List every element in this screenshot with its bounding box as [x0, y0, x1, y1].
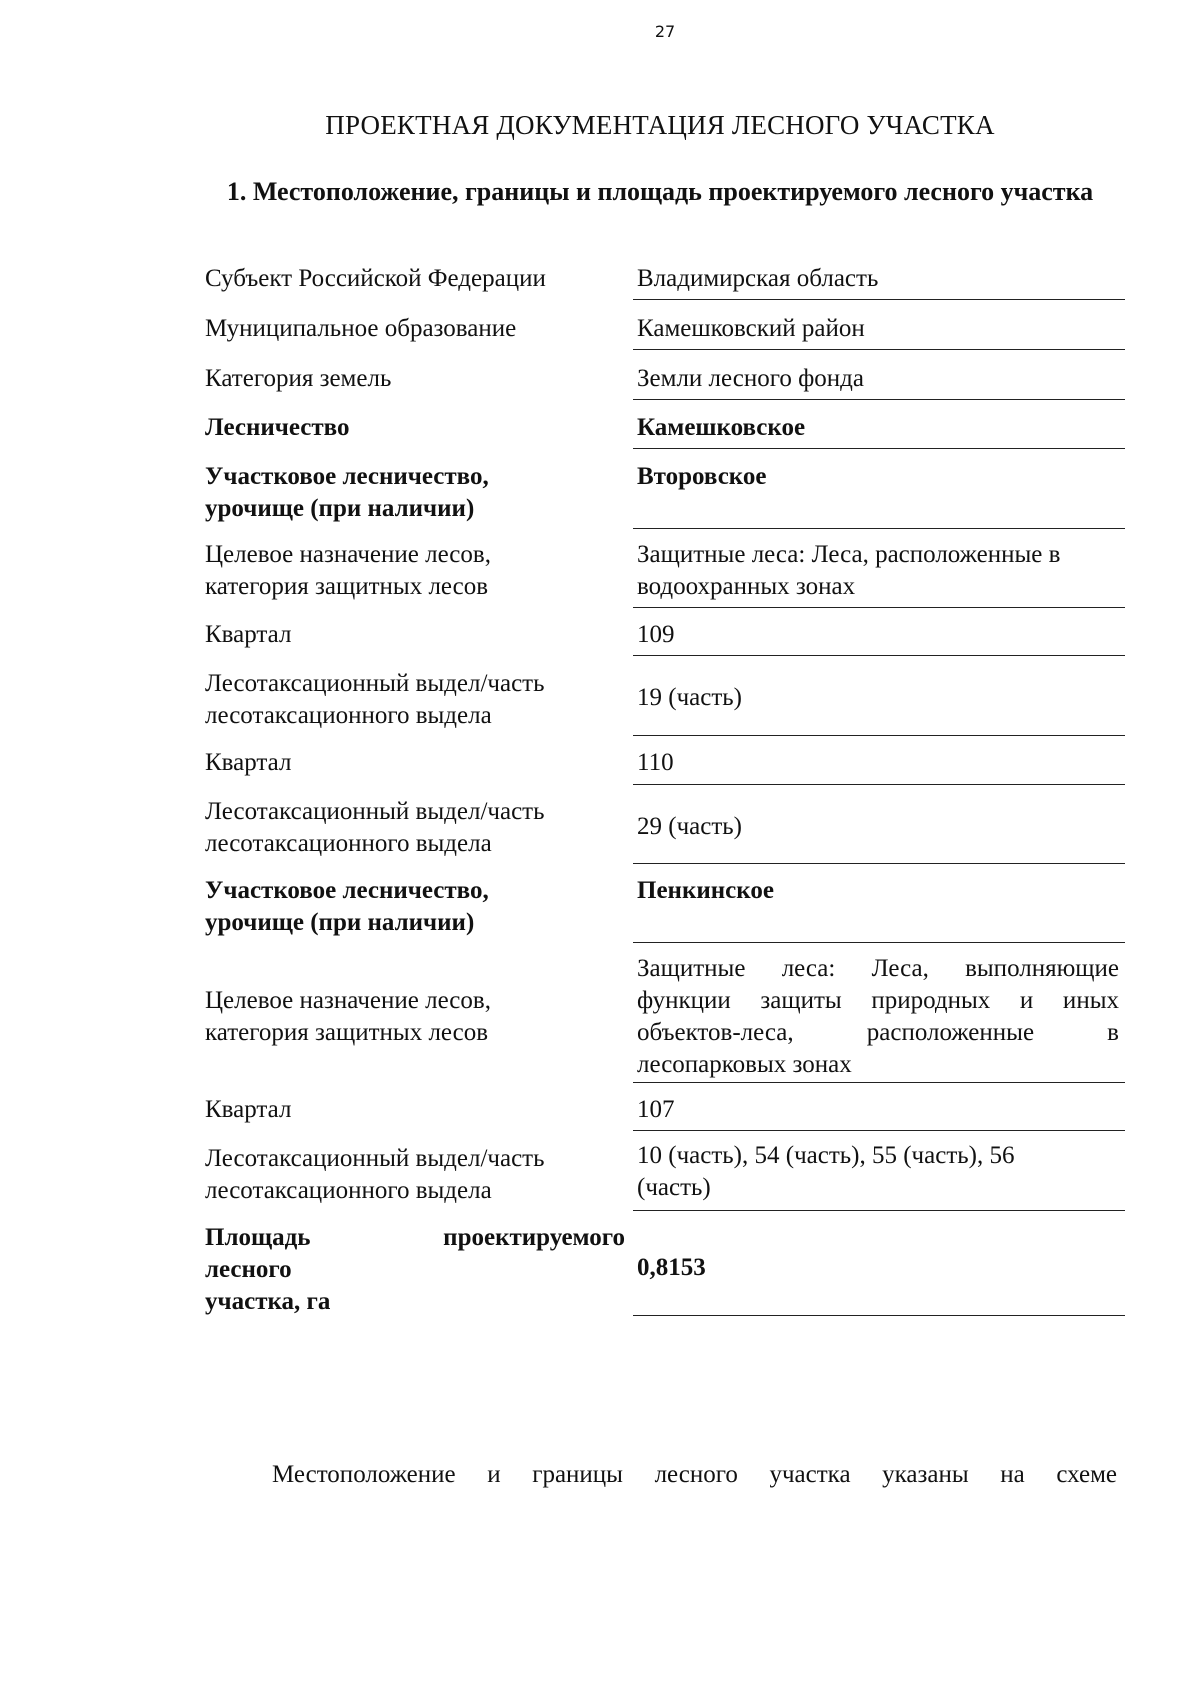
row-value-line: водоохранных зонах — [637, 573, 856, 600]
row-label — [205, 1143, 625, 1207]
row-value: Камешковский район — [637, 315, 865, 342]
row-label: Категория земель — [205, 365, 392, 392]
row-value — [637, 1140, 1119, 1204]
row-label: Квартал — [205, 749, 292, 776]
row-value — [637, 539, 1119, 603]
row-label-line: Площадь проектируемого — [205, 1224, 625, 1251]
row-value: 29 (часть) — [637, 813, 742, 840]
value-underline — [633, 784, 1125, 785]
row-label: Квартал — [205, 621, 292, 648]
value-underline — [633, 1210, 1125, 1211]
row-label: Квартал — [205, 1096, 292, 1123]
row-value: Владимирская область — [637, 265, 879, 292]
row-value-line: 10 (часть), 54 (часть), 55 (часть), 56 — [637, 1142, 1015, 1169]
row-label — [205, 668, 625, 732]
row-value: Второвское — [637, 463, 767, 490]
row-value-line: Защитные леса: Леса, расположенные в — [637, 541, 1061, 568]
row-label-line: лесотаксационного выдела — [205, 830, 492, 857]
value-underline — [633, 299, 1125, 300]
row-label-line: Лесотаксационный выдел/часть — [205, 798, 545, 825]
value-underline — [633, 1130, 1125, 1131]
row-label-line: участка, га — [205, 1288, 331, 1315]
value-underline — [633, 607, 1125, 608]
row-label-line: категория защитных лесов — [205, 1019, 489, 1046]
row-value-line: Защитные леса: Леса, выполняющие — [637, 955, 1119, 982]
row-label-line: Участковое лесничество, — [205, 463, 489, 490]
row-label — [205, 875, 625, 939]
body-paragraph: Местоположение и границы лесного участка указаны на схеме — [272, 1461, 1117, 1488]
row-value: Камешковское — [637, 414, 806, 441]
row-label: Муниципальное образование — [205, 315, 517, 342]
value-underline — [633, 1315, 1125, 1316]
row-label-line: категория защитных лесов — [205, 573, 489, 600]
value-underline — [633, 399, 1125, 400]
section-heading: 1. Местоположение, границы и площадь проектируемого лесного участка — [226, 177, 1094, 206]
row-value: Пенкинское — [637, 877, 774, 904]
value-underline — [633, 528, 1125, 529]
row-value: 19 (часть) — [637, 684, 742, 711]
value-underline — [633, 1082, 1125, 1083]
row-value-line: (часть) — [637, 1174, 711, 1201]
row-label: Субъект Российской Федерации — [205, 265, 546, 292]
row-value-line: лесопарковых зонах — [637, 1051, 852, 1078]
value-underline — [633, 735, 1125, 736]
row-label-line: урочище (при наличии) — [205, 909, 475, 936]
value-underline — [633, 448, 1125, 449]
row-value: Земли лесного фонда — [637, 365, 864, 392]
row-label-line: лесотаксационного выдела — [205, 1177, 492, 1204]
page-number: 27 — [654, 22, 676, 41]
value-underline — [633, 655, 1125, 656]
document-title: ПРОЕКТНАЯ ДОКУМЕНТАЦИЯ ЛЕСНОГО УЧАСТКА — [325, 110, 995, 140]
row-label-line: лесного — [205, 1256, 292, 1283]
row-label-line: лесотаксационного выдела — [205, 702, 492, 729]
row-label-line: Целевое назначение лесов, — [205, 987, 491, 1014]
row-value: 109 — [637, 621, 675, 648]
row-label — [205, 985, 625, 1049]
row-label-line: Лесотаксационный выдел/часть — [205, 1145, 545, 1172]
row-label — [205, 796, 625, 860]
row-label-line: Участковое лесничество, — [205, 877, 489, 904]
row-label: Лесничество — [205, 414, 350, 441]
value-underline — [633, 863, 1125, 864]
row-value-line: функции защиты природных и иных — [637, 987, 1119, 1014]
row-label-line: урочище (при наличии) — [205, 495, 475, 522]
row-value: 107 — [637, 1096, 675, 1123]
value-underline — [633, 349, 1125, 350]
row-label-line: Целевое назначение лесов, — [205, 541, 491, 568]
row-value: 110 — [637, 749, 674, 776]
row-label — [205, 461, 625, 525]
row-value-line: объектов-леса, расположенные в — [637, 1019, 1119, 1046]
row-label — [205, 1222, 625, 1318]
value-underline — [633, 942, 1125, 943]
row-value: 0,8153 — [637, 1254, 706, 1281]
row-label — [205, 539, 625, 603]
row-label-line: Лесотаксационный выдел/часть — [205, 670, 545, 697]
row-value — [637, 953, 1119, 1081]
